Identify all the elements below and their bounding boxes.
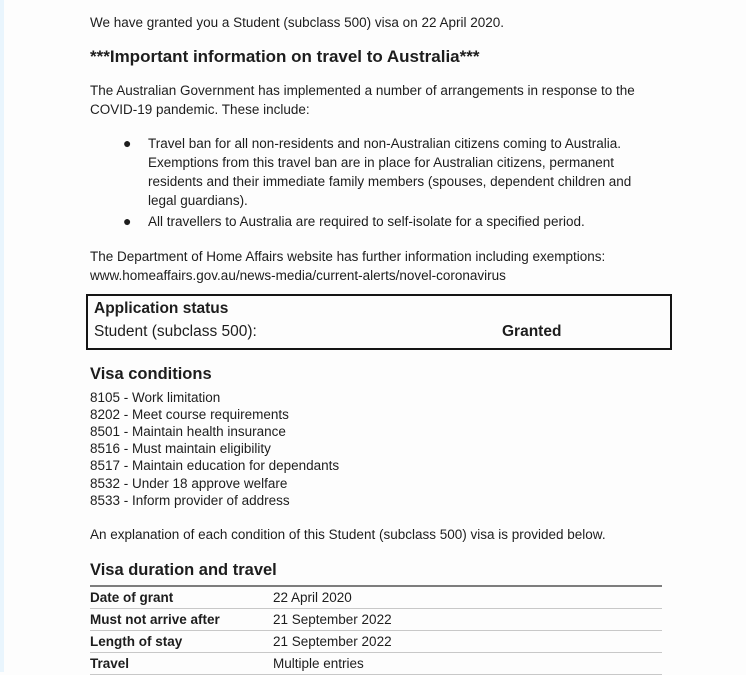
grant-intro-text: We have granted you a Student (subclass 500) visa on 22 April 2020. bbox=[90, 15, 505, 30]
visa-subclass-label: Student (subclass 500): bbox=[94, 322, 257, 340]
condition-item: 8105 - Work limitation bbox=[90, 389, 221, 405]
bullet-icon: ● bbox=[123, 134, 132, 151]
date-of-grant-label: Date of grant bbox=[90, 586, 273, 609]
date-of-grant-value: 22 April 2020 bbox=[273, 586, 662, 609]
travel-arrangements-list bbox=[90, 134, 662, 231]
condition-item: 8202 - Meet course requirements bbox=[90, 406, 289, 422]
visa-conditions-heading: Visa conditions bbox=[90, 364, 212, 383]
length-of-stay-value: 21 September 2022 bbox=[273, 631, 662, 653]
must-not-arrive-after-label: Must not arrive after bbox=[90, 609, 273, 631]
covid-arrangements-paragraph: The Australian Government has implemented a number of arrangements in response to the COVID-19 pandemic. These include: bbox=[90, 82, 635, 117]
condition-item: 8517 - Maintain education for dependants bbox=[90, 458, 340, 474]
application-status-heading: Application status bbox=[94, 299, 229, 317]
length-of-stay-label: Length of stay bbox=[90, 631, 273, 653]
table-row bbox=[90, 586, 662, 609]
bullet-icon: ● bbox=[123, 212, 132, 229]
travel-value: Multiple entries bbox=[273, 653, 662, 675]
condition-item: 8501 - Maintain health insurance bbox=[90, 423, 286, 439]
travel-ban-bullet-text: Travel ban for all non-residents and non-Australian citizens coming to Australia. Exemptions from this travel ban are in place for Australian citizens, permanent residents and their immediate family members (spouses, dependent children and legal guardians). bbox=[148, 135, 632, 208]
travel-label: Travel bbox=[90, 653, 273, 675]
visa-duration-heading: Visa duration and travel bbox=[90, 561, 277, 580]
visa-duration-table bbox=[90, 585, 662, 675]
condition-item: 8516 - Must maintain eligibility bbox=[90, 441, 271, 457]
conditions-explanation-text: An explanation of each condition of this Student (subclass 500) visa is provided below. bbox=[90, 526, 606, 542]
application-status-box bbox=[86, 294, 672, 350]
list-item bbox=[90, 134, 662, 210]
visa-conditions-list bbox=[90, 389, 662, 509]
home-affairs-info-text: The Department of Home Affairs website has further information including exemptions: bbox=[90, 248, 606, 264]
travel-info-heading: ***Important information on travel to Australia*** bbox=[90, 46, 480, 66]
condition-item: 8533 - Inform provider of address bbox=[90, 492, 290, 508]
application-status-row bbox=[94, 321, 662, 342]
home-affairs-paragraph bbox=[90, 247, 662, 286]
status-granted-value: Granted bbox=[502, 322, 562, 340]
self-isolate-bullet-text: All travellers to Australia are required to self-isolate for a specified period. bbox=[148, 213, 585, 229]
condition-item: 8532 - Under 18 approve welfare bbox=[90, 475, 288, 491]
home-affairs-url: www.homeaffairs.gov.au/news-media/current-alerts/novel-coronavirus bbox=[90, 268, 506, 283]
table-row bbox=[90, 609, 662, 631]
table-row bbox=[90, 631, 662, 653]
must-not-arrive-after-value: 21 September 2022 bbox=[273, 609, 662, 631]
list-item bbox=[90, 212, 662, 231]
